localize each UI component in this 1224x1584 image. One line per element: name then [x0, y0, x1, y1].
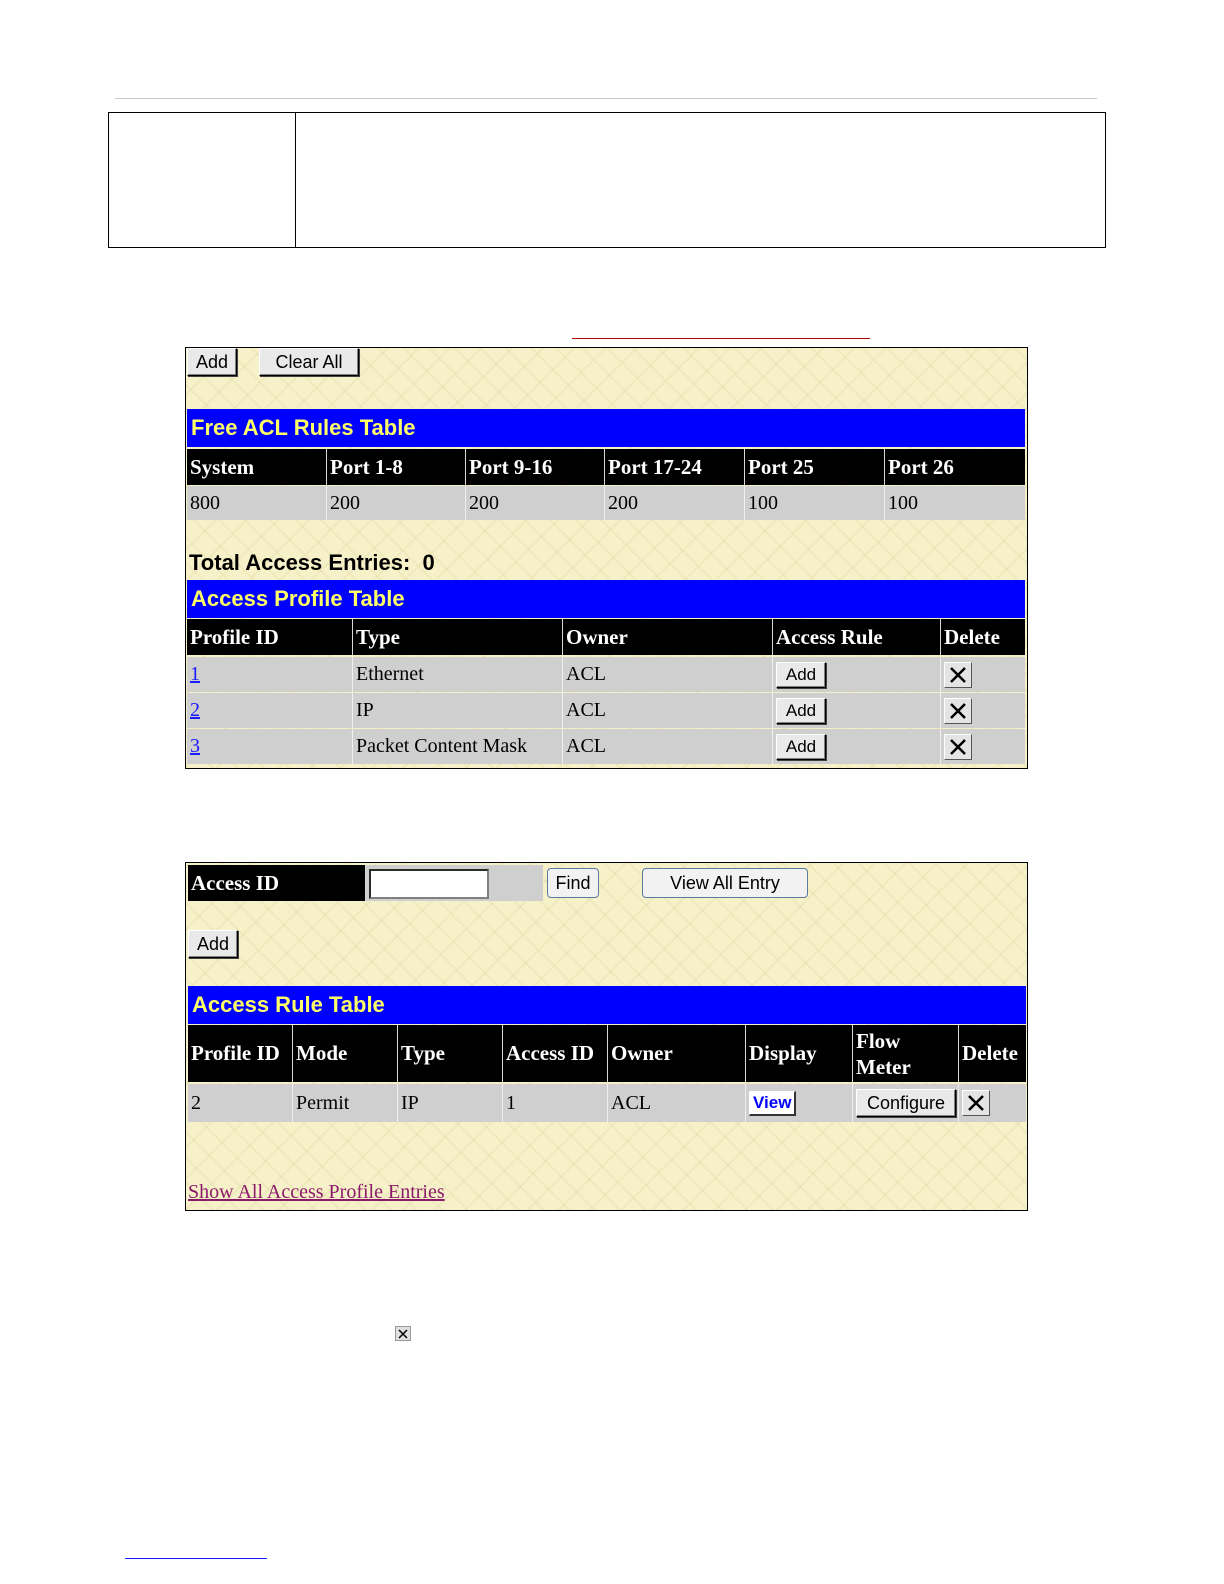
profile-header-row [187, 619, 1025, 655]
header-profile-id: Profile ID [188, 1025, 293, 1082]
delete-icon[interactable] [944, 734, 972, 760]
access-id-label: Access ID [188, 865, 366, 901]
delete-icon[interactable] [944, 662, 972, 688]
value-port-25: 100 [745, 486, 885, 520]
owner-cell: ACL [608, 1084, 746, 1122]
owner-cell: ACL [563, 657, 773, 692]
header-port-17-24: Port 17-24 [605, 449, 745, 485]
profile-id-link[interactable]: 3 [190, 735, 200, 757]
free-acl-header-row [187, 449, 1025, 485]
table-row [187, 729, 1025, 764]
add-rule-entry-button[interactable]: Add [188, 930, 238, 958]
access-rule-cell [773, 657, 941, 692]
configure-button[interactable]: Configure [856, 1089, 956, 1117]
value-port-1-8: 200 [327, 486, 466, 520]
show-all-profiles-link[interactable]: Show All Access Profile Entries [188, 1181, 445, 1203]
total-entries [189, 550, 435, 576]
header-access-id: Access ID [503, 1025, 608, 1082]
view-all-entry-button[interactable]: View All Entry [642, 868, 808, 898]
header-port-9-16: Port 9-16 [466, 449, 605, 485]
type-cell: Packet Content Mask [353, 729, 563, 764]
footer-underline [125, 1558, 267, 1559]
mode-cell: Permit [293, 1084, 398, 1122]
delete-cell [941, 657, 1025, 692]
header-display: Display [746, 1025, 853, 1082]
free-acl-value-row [187, 486, 1025, 520]
table-row [187, 657, 1025, 692]
type-cell: Ethernet [353, 657, 563, 692]
type-cell: IP [398, 1084, 503, 1122]
flow-meter-cell [853, 1084, 959, 1122]
access-profile-panel [185, 347, 1028, 769]
add-profile-button[interactable]: Add [187, 348, 237, 376]
view-button[interactable]: View [749, 1091, 796, 1116]
profile-id-cell [187, 693, 353, 728]
owner-cell: ACL [563, 729, 773, 764]
display-cell [746, 1084, 853, 1122]
total-entries-label: Total Access Entries: [189, 550, 411, 575]
page-header-rule [115, 98, 1097, 99]
delete-icon [395, 1326, 411, 1341]
delete-cell [941, 729, 1025, 764]
add-rule-button[interactable]: Add [776, 662, 826, 688]
access-rule-title: Access Rule Table [188, 986, 1026, 1024]
header-system: System [187, 449, 327, 485]
add-rule-button[interactable]: Add [776, 734, 826, 760]
profile-id-cell [187, 657, 353, 692]
header-mode: Mode [293, 1025, 398, 1082]
access-rule-cell [773, 693, 941, 728]
access-id-input[interactable] [369, 869, 489, 899]
delete-cell [941, 693, 1025, 728]
header-port-26: Port 26 [885, 449, 1025, 485]
profile-id-cell: 2 [188, 1084, 293, 1122]
value-system: 800 [187, 486, 327, 520]
owner-cell: ACL [563, 693, 773, 728]
header-flow-meter: Flow Meter [853, 1025, 959, 1082]
find-button[interactable]: Find [547, 868, 599, 898]
delete-icon[interactable] [944, 698, 972, 724]
access-profile-title: Access Profile Table [187, 580, 1025, 618]
header-owner: Owner [563, 619, 773, 655]
add-rule-button[interactable]: Add [776, 698, 826, 724]
value-port-9-16: 200 [466, 486, 605, 520]
header-profile-id: Profile ID [187, 619, 353, 655]
profile-id-link[interactable]: 2 [190, 699, 200, 721]
free-acl-title: Free ACL Rules Table [187, 409, 1025, 447]
table-row [188, 1084, 1026, 1122]
header-access-rule: Access Rule [773, 619, 941, 655]
header-delete: Delete [959, 1025, 1026, 1082]
delete-cell [959, 1084, 1026, 1122]
type-cell: IP [353, 693, 563, 728]
document-table [108, 112, 1106, 248]
header-owner: Owner [608, 1025, 746, 1082]
value-port-26: 100 [885, 486, 1025, 520]
table-row [187, 693, 1025, 728]
red-underline [572, 338, 870, 339]
total-entries-value: 0 [422, 550, 435, 575]
header-type: Type [353, 619, 563, 655]
document-table-divider [295, 113, 296, 247]
access-rule-cell [773, 729, 941, 764]
header-port-25: Port 25 [745, 449, 885, 485]
header-delete: Delete [941, 619, 1025, 655]
access-rule-panel [185, 862, 1028, 1211]
profile-id-cell [187, 729, 353, 764]
value-port-17-24: 200 [605, 486, 745, 520]
header-type: Type [398, 1025, 503, 1082]
header-port-1-8: Port 1-8 [327, 449, 466, 485]
profile-id-link[interactable]: 1 [190, 663, 200, 685]
clear-all-button[interactable]: Clear All [259, 348, 359, 376]
delete-icon[interactable] [962, 1090, 990, 1116]
access-id-cell: 1 [503, 1084, 608, 1122]
rule-header-row [188, 1025, 1026, 1082]
